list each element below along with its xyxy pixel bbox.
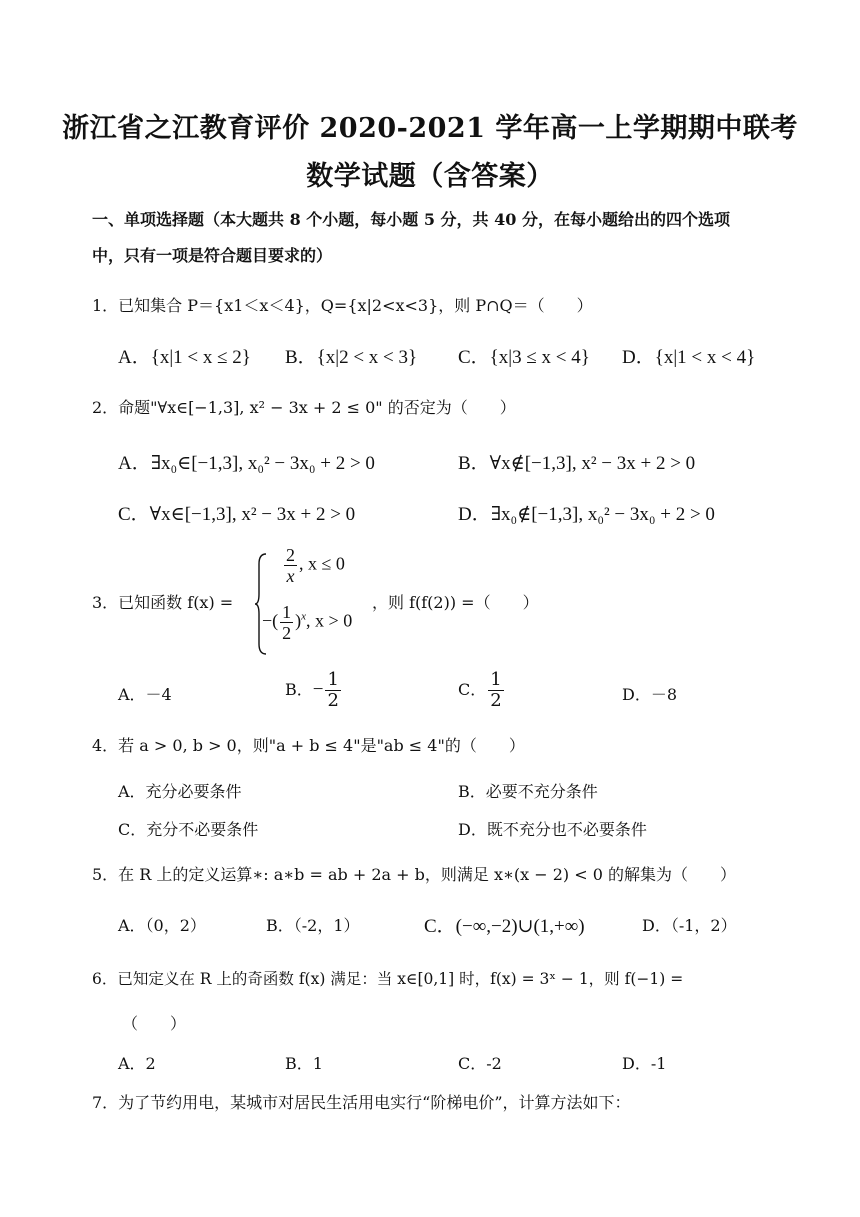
question-5-option-c: C．(−∞,−2)∪(1,+∞) xyxy=(424,916,585,937)
question-6-option-c: C．-2 xyxy=(458,1054,502,1073)
piecewise-case-1 xyxy=(282,545,345,586)
question-4-option-c: C．充分不必要条件 xyxy=(118,820,259,839)
question-3-stem-prefix: 3．已知函数 f(x) = xyxy=(92,593,234,612)
option-b-denominator: 2 xyxy=(327,690,339,711)
question-6-option-a: A．2 xyxy=(118,1054,156,1073)
option-b-numerator: 1 xyxy=(327,669,339,690)
piece1-numerator: 2 xyxy=(286,545,295,565)
question-1-option-d: D．{x|1 < x < 4} xyxy=(622,347,756,368)
piece2-condition: , x > 0 xyxy=(306,610,353,631)
question-6-stem-cont: （ ） xyxy=(122,1014,187,1033)
question-4-option-d: D．既不充分也不必要条件 xyxy=(458,820,647,839)
question-2-option-d: D．∃x₀∉[−1,3], x₀² − 3x₀ + 2 > 0 xyxy=(458,504,715,525)
piece1-denominator: x xyxy=(286,566,295,586)
question-1-option-b: B．{x|2 < x < 3} xyxy=(285,347,418,368)
exam-subtitle: 数学试题（含答案） xyxy=(306,161,554,192)
question-5-option-a: A．（0，2） xyxy=(118,916,206,935)
question-2-stem: 2．命题"∀x∈[−1,3], x² − 3x + 2 ≤ 0" 的否定为（ ） xyxy=(92,398,516,417)
piecewise-case-2: −( $\frac{1}{2}$ )$^x$, x > 0 xyxy=(262,602,353,643)
question-5-option-d: D．（-1，2） xyxy=(642,916,737,935)
question-6-stem: 6．已知定义在 R 上的奇函数 f(x) 满足：当 x∈[0,1] 时，f(x) = 3ˣ − 1，则 f(−1) = xyxy=(92,970,684,988)
question-1-option-a: A．{x|1 < x ≤ 2} xyxy=(118,347,251,368)
question-5-stem: 5．在 R 上的定义运算∗: a∗b = ab + 2a + b，则满足 x∗(x − 2) < 0 的解集为（ ） xyxy=(92,865,736,884)
piece2-denominator: 2 xyxy=(282,623,292,643)
question-4-option-b: B．必要不充分条件 xyxy=(458,782,598,801)
question-4-option-a: A．充分必要条件 xyxy=(118,782,242,801)
option-c-denominator: 2 xyxy=(490,690,502,711)
question-3-option-b-label: B． xyxy=(285,680,313,699)
piece2-numerator: 1 xyxy=(282,602,292,622)
section-heading-line1: 一、单项选择题（本大题共 8 个小题，每小题 5 分，共 40 分，在每小题给出的四个选项 xyxy=(92,210,730,229)
question-6-option-d: D．-1 xyxy=(622,1054,667,1073)
option-c-numerator: 1 xyxy=(490,669,502,690)
question-1-option-c: C．{x|3 ≤ x < 4} xyxy=(458,347,590,368)
question-3-option-c xyxy=(458,670,506,711)
question-4-stem: 4．若 a > 0, b > 0，则"a + b ≤ 4"是"ab ≤ 4"的（ ） xyxy=(92,736,525,755)
question-2-option-b: B．∀x∉[−1,3], x² − 3x + 2 > 0 xyxy=(458,453,696,474)
question-2-option-a: A．∃x₀∈[−1,3], x₀² − 3x₀ + 2 > 0 xyxy=(118,453,375,474)
question-2-option-c: C．∀x∈[−1,3], x² − 3x + 2 > 0 xyxy=(118,504,356,525)
question-3-option-c-label: C． xyxy=(458,680,487,699)
question-7-stem: 7．为了节约用电，某城市对居民生活用电实行“阶梯电价”，计算方法如下： xyxy=(92,1093,631,1112)
exam-title: 浙江省之江教育评价 2020-2021 学年高一上学期期中联考 xyxy=(62,113,798,144)
piece1-condition: , x ≤ 0 xyxy=(299,553,345,574)
section-heading-line2: 中，只有一项是符合题目要求的） xyxy=(92,246,333,265)
question-3-stem-suffix: ，则 f(f(2)) =（ ） xyxy=(372,593,539,612)
question-3-option-a: A．－4 xyxy=(118,685,172,704)
section-heading xyxy=(92,202,782,274)
question-6-option-b: B．1 xyxy=(285,1054,323,1073)
question-3-option-b: B．− $\frac{1}{2}$ xyxy=(285,669,339,711)
question-3-option-d: D．－8 xyxy=(622,685,678,704)
question-5-option-b: B．（-2，1） xyxy=(266,916,360,935)
question-1-stem: 1．已知集合 P＝{x1＜x＜4}，Q={x|2<x<3}，则 P∩Q＝（ ） xyxy=(92,296,593,315)
